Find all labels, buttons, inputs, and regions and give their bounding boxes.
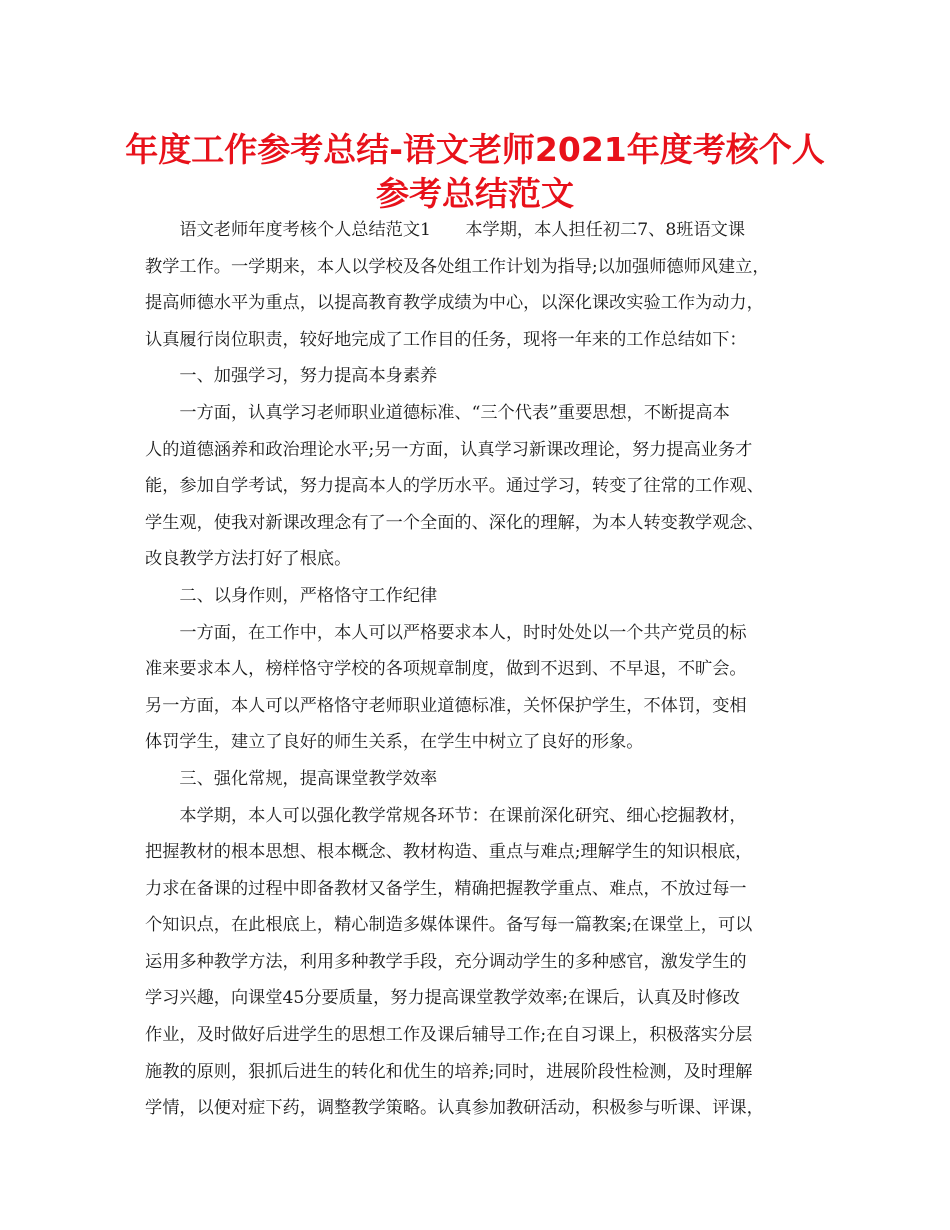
document-body [145,212,815,1127]
heading-one [145,358,815,395]
text-line: 本学期，本人可以强化教学常规各环节：在课前深化研究、细心挖掘教材， [179,805,747,826]
text-line: 运用多种教学方法，利用多种教学手段，充分调动学生的多种感官，激发学生的 [145,951,747,972]
text-line: 作业，及时做好后进学生的思想工作及课后辅导工作;在自习课上，积极落实分层 [145,1025,753,1046]
text-line: 另一方面，本人可以严格恪守老师职业道德标准，关怀保护学生，不体罚，变相 [145,695,747,716]
text-line: 认真履行岗位职责，较好地完成了工作目的任务，现将一年来的工作总结如下： [145,329,747,350]
text-line: 施教的原则，狠抓后进生的转化和优生的培养;同时，进展阶段性检测，及时理解 [145,1061,753,1082]
title-line-2: 参考总结范文 [376,174,574,213]
text-line: 把握教材的根本思想、根本概念、教材构造、重点与难点;理解学生的知识根底， [145,842,753,863]
text-line: 一方面，在工作中，本人可以严格要求本人，时时处处以一个共产党员的标 [179,622,747,643]
section-two-paragraph [145,615,815,761]
section-three-paragraph [145,798,815,1127]
text-line: 个知识点，在此根底上，精心制造多媒体课件。备写每一篇教案;在课堂上，可以 [145,915,753,936]
text-line: 学习兴趣，向课堂45分要质量，努力提高课堂教学效率;在课后，认真及时修改 [145,988,740,1009]
text-line: 教学工作。一学期来，本人以学校及各处组工作计划为指导;以加强师德师风建立， [145,256,770,277]
text-line: 体罚学生，建立了良好的师生关系，在学生中树立了良好的形象。 [145,732,644,753]
text-line: 能，参加自学考试，努力提高本人的学历水平。通过学习，转变了往常的工作观、 [145,476,764,497]
text-line: 学生观，使我对新课改理念有了一个全面的、深化的理解，为本人转变教学观念、 [145,512,764,533]
text-line: 力求在备课的过程中即备教材又备学生，精确把握教学重点、难点，不放过每一 [145,878,747,899]
heading-three [145,761,815,798]
text-line: 准来要求本人，榜样恪守学校的各项规章制度，做到不迟到、不早退，不旷会。 [145,659,747,680]
text-line: 二、以身作则，严格恪守工作纪律 [179,585,438,606]
text-line: 三、强化常规，提高课堂教学效率 [179,768,438,789]
text-line: 提高师德水平为重点，以提高教育教学成绩为中心，以深化课改实验工作为动力， [145,293,764,314]
title-line-1: 年度工作参考总结-语文老师2021年度考核个人 [125,130,825,169]
intro-paragraph [145,212,815,358]
text-line: 一方面，认真学习老师职业道德标准、“三个代表”重要思想，不断提高本 [179,402,730,423]
text-line: 一、加强学习，努力提高本身素养 [179,366,438,387]
text-line: 改良教学方法打好了根底。 [145,549,352,570]
text-line: 学情，以便对症下药，调整教学策略。认真参加教研活动，积极参与听课、评课， [145,1098,764,1119]
document-title [100,128,850,216]
section-one-paragraph [145,395,815,578]
heading-two [145,578,815,615]
text-line: 语文老师年度考核个人总结范文1 本学期，本人担任初二7、8班语文课 [179,220,746,240]
text-line: 人的道德涵养和政治理论水平;另一方面，认真学习新课改理论，努力提高业务才 [145,439,753,460]
